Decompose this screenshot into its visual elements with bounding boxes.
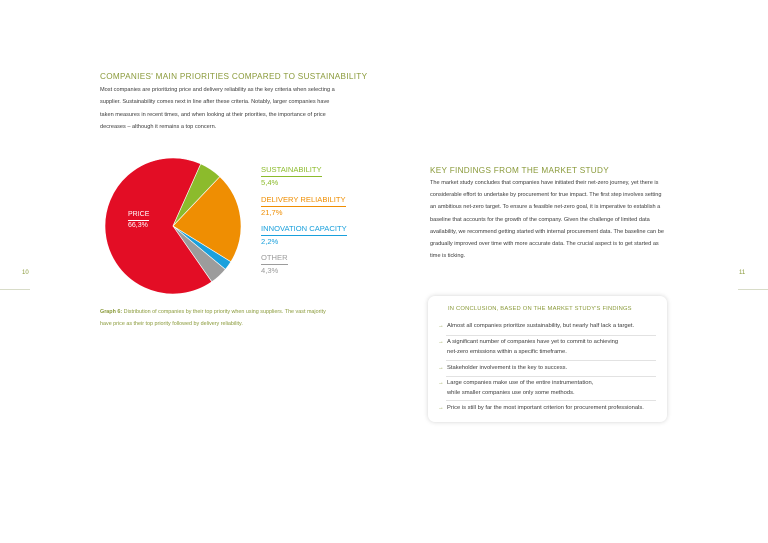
conclusion-box — [428, 296, 667, 422]
graph-caption — [100, 306, 330, 330]
legend-value: 2,2% — [261, 237, 279, 246]
legend-label: SUSTAINABILITY — [261, 164, 322, 177]
conclusion-item-text: Stakeholder involvement is the key to success. — [447, 365, 568, 371]
caption-label: Graph 6: — [100, 309, 123, 315]
intro-paragraph: Most companies are prioritizing price and delivery reliability as the key criteria when selecting a supplier. Sustainability comes next in line after these criteria. Notably, larger companies have taken measures in recent times, and when looking at their priorities, the importance of price decreases – although it remains a top concern. — [100, 87, 335, 130]
arrow-right-icon: → — [438, 380, 444, 386]
pie-label-price-value: 66,3% — [128, 222, 148, 229]
divider — [446, 376, 656, 377]
page-number-right: 11 — [739, 270, 746, 276]
divider — [446, 400, 656, 401]
arrow-right-icon: → — [438, 323, 444, 329]
arrow-right-icon: → — [438, 365, 444, 371]
pie-chart-svg — [100, 157, 246, 295]
conclusion-item-text-continued: while smaller companies use only some methods. — [447, 390, 575, 396]
legend-value: 21,7% — [261, 208, 283, 217]
legend-item-innovation-capacity — [261, 223, 347, 247]
conclusion-item-text: Almost all companies prioritize sustainability, but nearly half lack a target. — [447, 323, 635, 329]
pie-label-price-name: PRICE — [128, 210, 149, 221]
divider — [446, 360, 656, 361]
arrow-right-icon: → — [438, 405, 444, 411]
margin-line-right — [738, 289, 768, 290]
legend-value: 5,4% — [261, 178, 279, 187]
section-title: COMPANIES' MAIN PRIORITIES COMPARED TO SUSTAINABILITY — [100, 72, 368, 81]
legend-label: DELIVERY RELIABILITY — [261, 194, 346, 207]
arrow-right-icon: → — [438, 339, 444, 345]
conclusion-item-text: A significant number of companies have yet to commit to achieving — [447, 339, 619, 345]
legend-item-sustainability — [261, 164, 322, 188]
key-findings-paragraph: The market study concludes that companies have initiated their net-zero journey, yet there is considerable effort to undertake by procurement for true impact. The first step involves setting an ambitious net-zero target. To ensure a feasible net-zero goal, it is imperative to establish a baseline that accounts for the growth of the company. Given the challenge of limited data availability, we recommend getting started with internal procurement data. The baseline can be gradually improved over time with more accurate data. The crucial aspect is to get started as time is ticking. — [430, 180, 664, 260]
divider — [446, 335, 656, 336]
conclusion-item-text: Large companies make use of the entire instrumentation, — [447, 380, 594, 386]
conclusion-item-text: Price is still by far the most important criterion for procurement professionals. — [447, 405, 644, 411]
conclusion-item — [438, 403, 660, 413]
pie-label-price — [128, 210, 149, 231]
pie-chart — [100, 157, 246, 295]
legend-label: OTHER — [261, 252, 288, 265]
conclusion-item — [438, 363, 660, 373]
page-number-left: 10 — [22, 270, 29, 276]
legend-value: 4,3% — [261, 266, 279, 275]
key-findings-title: KEY FINDINGS FROM THE MARKET STUDY — [430, 166, 609, 175]
legend-label: INNOVATION CAPACITY — [261, 223, 347, 236]
legend-item-other — [261, 252, 288, 276]
conclusion-item-text-continued: net-zero emissions within a specific timeframe. — [447, 349, 567, 355]
legend-item-delivery-reliability — [261, 194, 346, 218]
conclusion-title: IN CONCLUSION, BASED ON THE MARKET STUDY'S FINDINGS — [448, 306, 632, 312]
caption-text: Distribution of companies by their top priority when using suppliers. The vast majority have price as their top priority followed by delivery reliability. — [100, 309, 326, 327]
conclusion-item — [438, 321, 660, 331]
margin-line-left — [0, 289, 30, 290]
conclusion-item — [438, 378, 660, 398]
conclusion-item — [438, 337, 660, 357]
